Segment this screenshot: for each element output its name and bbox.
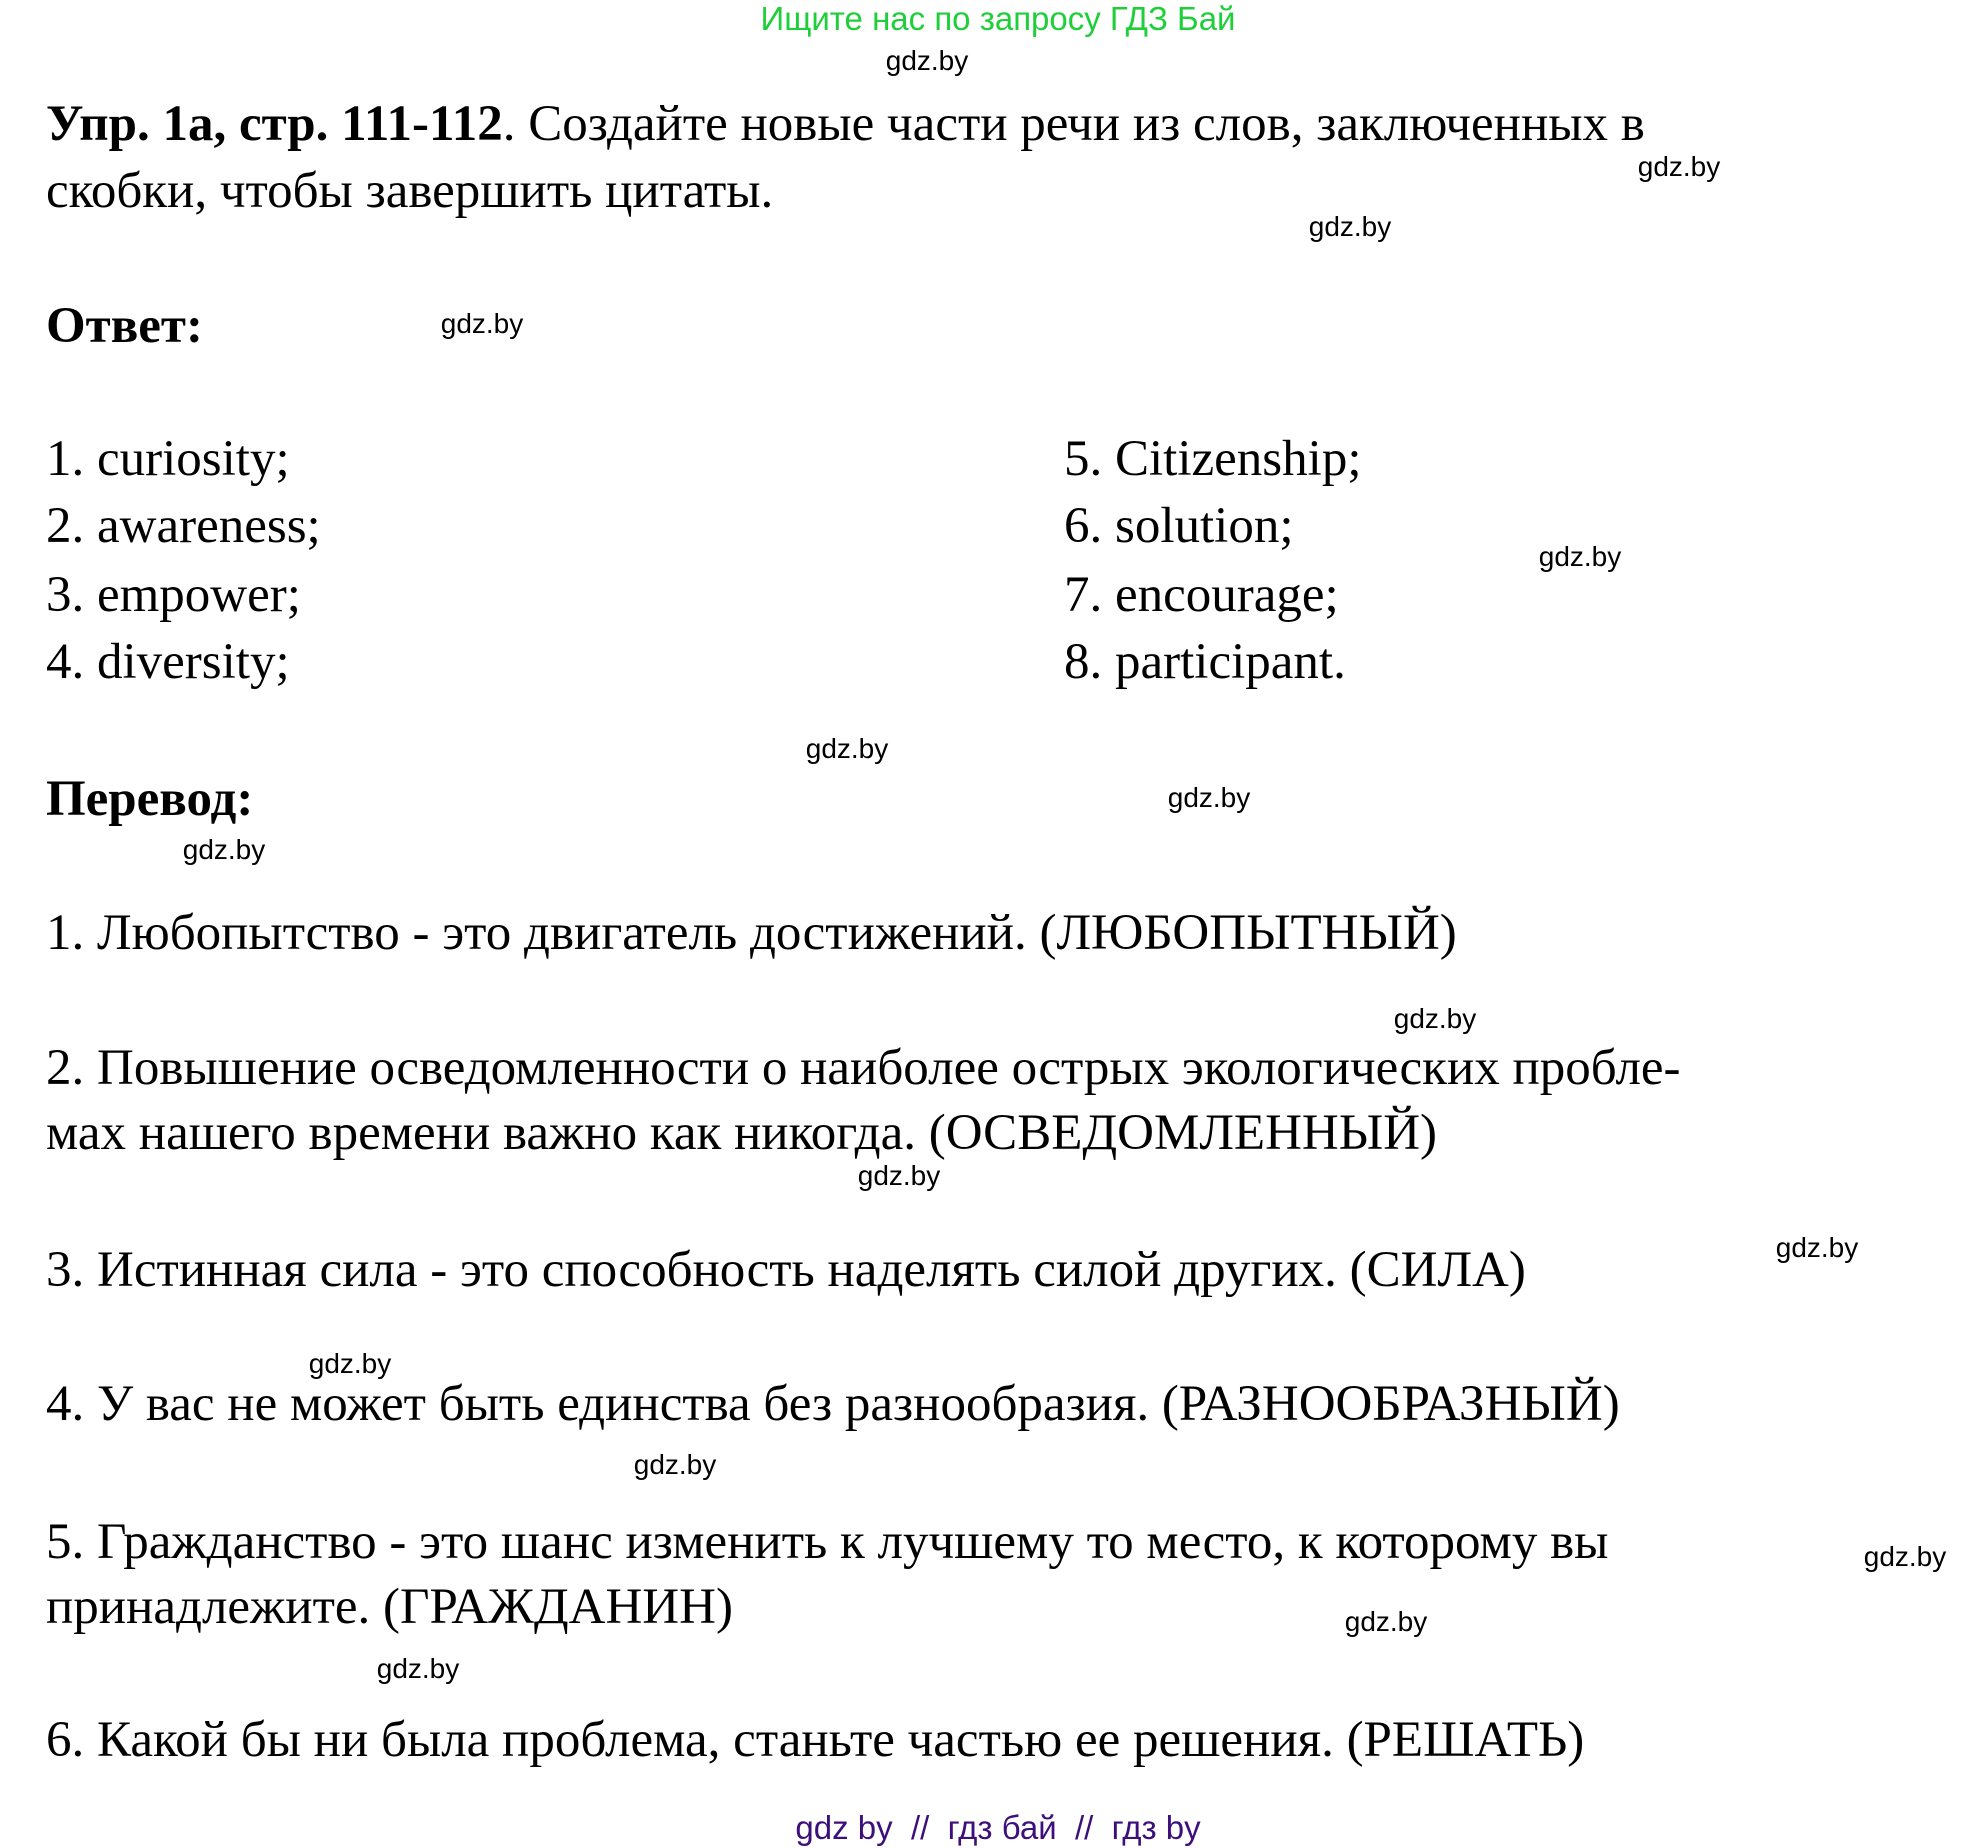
answer-item: 7. encourage; xyxy=(1064,567,1339,623)
watermark: gdz.by xyxy=(1167,782,1251,813)
task-line-1 xyxy=(46,94,1645,154)
watermark: gdz.by xyxy=(1775,1232,1859,1263)
watermark: gdz.by xyxy=(1863,1541,1947,1572)
translation-line: 5. Гражданство - это шанс изменить к лучшему то место, к которому вы xyxy=(46,1514,1609,1570)
watermark: gdz.by xyxy=(885,45,969,76)
translation-line: 3. Истинная сила - это способность наделять силой других. (СИЛА) xyxy=(46,1242,1526,1298)
watermark: gdz.by xyxy=(1308,211,1392,242)
translation-heading: Перевод: xyxy=(46,771,254,827)
answer-heading: Ответ: xyxy=(46,298,203,354)
answer-item: 8. participant. xyxy=(1064,634,1346,690)
footer-links: gdz by // гдз бай // гдз by xyxy=(795,1809,1201,1846)
translation-line: 4. У вас не может быть единства без разнообразия. (РАЗНООБРАЗНЫЙ) xyxy=(46,1376,1620,1432)
answer-item: 4. diversity; xyxy=(46,634,290,690)
answer-item: 5. Citizenship; xyxy=(1064,431,1362,487)
translation-line: принадлежите. (ГРАЖДАНИН) xyxy=(46,1579,733,1635)
watermark: gdz.by xyxy=(376,1653,460,1684)
watermark: gdz.by xyxy=(1637,151,1721,182)
watermark: gdz.by xyxy=(440,308,524,339)
watermark: gdz.by xyxy=(805,733,889,764)
translation-line: 1. Любопытство - это двигатель достижений. (ЛЮБОПЫТНЫЙ) xyxy=(46,905,1457,961)
watermark: gdz.by xyxy=(1538,541,1622,572)
translation-line: 2. Повышение осведомленности о наиболее острых экологических пробле- xyxy=(46,1040,1681,1096)
answer-item: 3. empower; xyxy=(46,567,301,623)
watermark: gdz.by xyxy=(857,1160,941,1191)
watermark: gdz.by xyxy=(182,834,266,865)
search-banner: Ищите нас по запросу ГДЗ Бай xyxy=(760,0,1236,37)
watermark: gdz.by xyxy=(308,1348,392,1379)
task-label: Упр. 1а, стр. 111-112 xyxy=(46,96,503,152)
task-line-2: скобки, чтобы завершить цитаты. xyxy=(46,163,774,219)
translation-line: 6. Какой бы ни была проблема, станьте частью ее решения. (РЕШАТЬ) xyxy=(46,1712,1585,1768)
translation-line: мах нашего времени важно как никогда. (ОСВЕДОМЛЕННЫЙ) xyxy=(46,1105,1438,1161)
task-text: . Создайте новые части речи из слов, заключенных в xyxy=(502,96,1645,152)
answer-item: 2. awareness; xyxy=(46,498,321,554)
watermark: gdz.by xyxy=(1393,1003,1477,1034)
answer-item: 1. curiosity; xyxy=(46,431,290,487)
watermark: gdz.by xyxy=(1344,1606,1428,1637)
watermark: gdz.by xyxy=(633,1449,717,1480)
answer-item: 6. solution; xyxy=(1064,498,1294,554)
